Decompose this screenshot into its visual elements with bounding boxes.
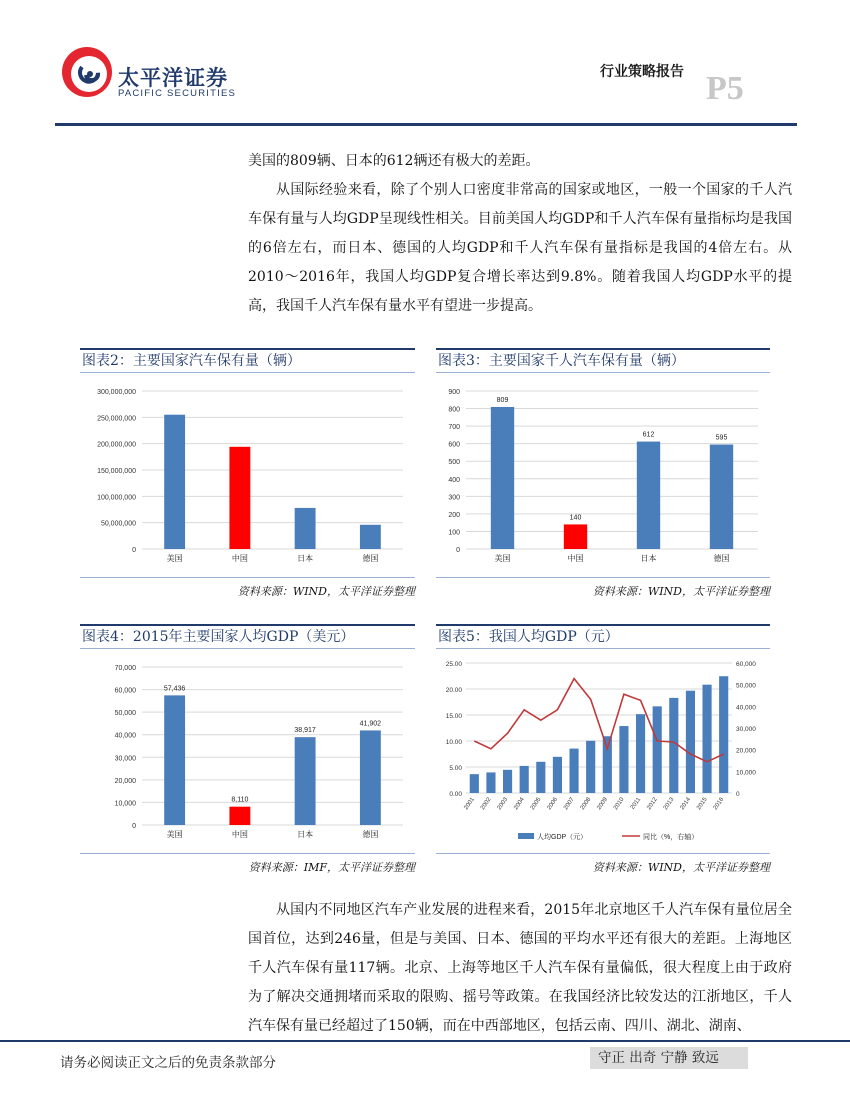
- x-tick-label: 2004: [513, 796, 526, 812]
- x-tick-label: 日本: [640, 554, 657, 563]
- bar-中国: [564, 524, 587, 549]
- legend-label-gdp: 人均GDP（元）: [537, 834, 588, 841]
- y-left-tick-label: 20.00: [445, 687, 462, 694]
- x-tick-label: 2003: [496, 796, 510, 812]
- bar-德国: [360, 730, 381, 825]
- report-type: 行业策略报告: [600, 64, 684, 80]
- motto-text: 守正 出奇 宁静 致远: [590, 1047, 748, 1069]
- y-tick-label: 300: [448, 494, 460, 502]
- bar-日本: [295, 737, 316, 825]
- y-tick-label: 70,000: [114, 665, 136, 672]
- x-tick-label: 德国: [713, 554, 730, 563]
- y-tick-label: 800: [448, 406, 460, 414]
- y-tick-label: 0: [132, 823, 136, 830]
- y-tick-label: 200,000,000: [97, 441, 136, 449]
- legend-swatch-gdp: [518, 833, 534, 839]
- y-right-tick-label: 30,000: [736, 726, 756, 733]
- bar-美国: [491, 407, 514, 549]
- figure-5-title: 图表5：我国人均GDP（元）: [438, 629, 619, 645]
- figure-3-source: 资料来源：WIND，太平洋证券整理: [592, 585, 770, 598]
- x-tick-label: 2015: [696, 796, 709, 812]
- bar-2004: [520, 766, 529, 793]
- y-tick-label: 500: [448, 459, 460, 467]
- x-tick-label: 2007: [563, 796, 576, 812]
- x-tick-label: 日本: [297, 554, 314, 563]
- company-logo-icon: [60, 45, 114, 99]
- y-tick-label: 50,000,000: [100, 520, 136, 528]
- data-label: 57,436: [163, 685, 186, 693]
- x-tick-label: 2002: [479, 796, 493, 812]
- x-tick-label: 美国: [166, 554, 183, 563]
- x-tick-label: 2014: [679, 796, 693, 812]
- y-tick-label: 400: [448, 476, 460, 484]
- bar-2015: [702, 685, 711, 793]
- figure-5: [436, 624, 770, 875]
- y-tick-label: 10,000: [114, 800, 136, 808]
- bar-2013: [669, 698, 678, 793]
- y-tick-label: 700: [448, 424, 460, 432]
- y-tick-label: 100,000,000: [97, 494, 136, 502]
- footer-rule: [0, 1040, 850, 1042]
- bar-2014: [686, 691, 695, 793]
- company-name-en: PACIFIC SECURITIES: [118, 88, 237, 99]
- x-tick-label: 2010: [612, 796, 626, 812]
- figure-4-chart: [80, 649, 415, 849]
- bar-2008: [586, 741, 595, 793]
- paragraph-2: 从国际经验来看，除了个别人口密度非常高的国家或地区，一般一个国家的千人汽车保有量与人均GDP呈现线性相关。目前美国人均GDP和千人汽车保有量指标均是我国的6倍左右，而日本、德国的人均GDP和千人汽车保有量指标是我国的4倍左右。从2010～2016年，我国人均GDP复合增长率达到9.8%。随着我国人均GDP水平的提高，我国千人汽车保有量水平有望进一步提高。: [248, 182, 792, 314]
- legend-label-growth: 同比（%，右轴）: [643, 834, 699, 841]
- y-tick-label: 40,000: [114, 732, 136, 740]
- x-tick-label: 2001: [463, 796, 476, 812]
- y-right-tick-label: 0: [736, 791, 740, 798]
- x-tick-label: 日本: [297, 830, 314, 839]
- figure-5-source: 资料来源：WIND，太平洋证券整理: [592, 861, 770, 874]
- y-tick-label: 250,000,000: [97, 415, 136, 423]
- company-name-cn: 太平洋证券: [118, 66, 228, 90]
- bar-美国: [164, 695, 185, 825]
- data-label: 140: [569, 514, 582, 522]
- y-right-tick-label: 40,000: [736, 704, 756, 712]
- y-left-tick-label: 25.00: [445, 661, 462, 668]
- x-tick-label: 美国: [494, 554, 511, 563]
- bar-日本: [295, 508, 316, 549]
- header-rule: [55, 123, 797, 126]
- bar-2001: [470, 774, 479, 793]
- data-label: 41,902: [359, 720, 382, 728]
- bar-2011: [636, 714, 645, 793]
- bar-美国: [164, 415, 185, 549]
- figure-3-chart: [436, 373, 770, 573]
- y-tick-label: 300,000,000: [97, 389, 136, 396]
- data-label: 595: [715, 434, 728, 442]
- y-tick-label: 200: [448, 511, 460, 519]
- bar-2007: [569, 749, 578, 793]
- figure-5-chart: [436, 649, 770, 849]
- figure-2-source: 资料来源：WIND，太平洋证券整理: [237, 585, 415, 598]
- bar-2009: [603, 736, 612, 793]
- figure-2-chart: [80, 373, 415, 573]
- bar-德国: [360, 525, 381, 549]
- y-tick-label: 150,000,000: [97, 468, 136, 475]
- paragraph-1: 美国的809辆、日本的612辆还有极大的差距。: [248, 153, 540, 169]
- data-label: 612: [642, 431, 655, 439]
- x-tick-label: 2009: [596, 796, 609, 812]
- y-right-tick-label: 10,000: [736, 769, 756, 777]
- x-tick-label: 2012: [646, 796, 659, 812]
- x-tick-label: 中国: [231, 830, 248, 839]
- data-label: 8,110: [231, 796, 249, 804]
- x-tick-label: 德国: [362, 554, 379, 563]
- x-tick-label: 2011: [629, 796, 643, 811]
- x-tick-label: 中国: [231, 554, 248, 563]
- y-left-tick-label: 10.00: [445, 739, 462, 746]
- x-tick-label: 2013: [662, 796, 676, 812]
- bar-2010: [619, 726, 628, 793]
- figure-3-title: 图表3：主要国家千人汽车保有量（辆）: [438, 353, 685, 369]
- x-tick-label: 2008: [579, 796, 593, 812]
- figure-4: [80, 624, 415, 875]
- y-tick-label: 30,000: [114, 755, 136, 763]
- data-label: 809: [496, 396, 509, 404]
- y-tick-label: 20,000: [114, 777, 136, 785]
- bar-中国: [229, 807, 250, 825]
- bar-2006: [553, 757, 562, 793]
- y-right-tick-label: 20,000: [736, 747, 756, 755]
- figure-2: [80, 348, 415, 599]
- x-tick-label: 2005: [529, 796, 543, 812]
- y-tick-label: 60,000: [114, 687, 136, 695]
- y-tick-label: 50,000: [114, 710, 136, 718]
- y-right-tick-label: 50,000: [736, 682, 756, 690]
- bar-德国: [710, 445, 733, 549]
- bar-日本: [637, 442, 660, 549]
- disclaimer-text: 请务必阅读正文之后的免责条款部分: [60, 1055, 276, 1071]
- y-tick-label: 900: [448, 389, 460, 396]
- paragraph-3: 从国内不同地区汽车产业发展的进程来看，2015年北京地区千人汽车保有量位居全国首位，达到246量，但是与美国、日本、德国的平均水平还有很大的差距。上海地区千人汽车保有量117辆。北京、上海等地区千人汽车保有量偏低，很大程度上由于政府为了解决交通拥堵而采取的限购、摇号等政策。在我国经济比较发达的江浙地区，千人汽车保有量已经超过了150辆，而在中西部地区，包括云南、四川、湖北、湖南、: [248, 902, 792, 1034]
- y-tick-label: 0: [132, 547, 136, 554]
- y-left-tick-label: 5.00: [449, 765, 462, 772]
- bar-中国: [229, 447, 250, 549]
- figure-3: [436, 348, 770, 599]
- y-right-tick-label: 60,000: [736, 661, 756, 668]
- bar-2012: [653, 706, 662, 793]
- x-tick-label: 美国: [166, 830, 183, 839]
- bar-2016: [719, 676, 728, 793]
- bar-2005: [536, 762, 545, 793]
- y-left-tick-label: 15.00: [445, 713, 462, 720]
- y-tick-label: 0: [456, 547, 460, 554]
- x-tick-label: 中国: [567, 554, 584, 563]
- figure-4-title: 图表4：2015年主要国家人均GDP（美元）: [82, 629, 355, 645]
- x-tick-label: 德国: [362, 830, 379, 839]
- data-label: 38,917: [294, 727, 316, 735]
- y-left-tick-label: 0.00: [449, 791, 462, 798]
- x-tick-label: 2016: [712, 796, 726, 812]
- figure-4-source: 资料来源：IMF，太平洋证券整理: [248, 861, 415, 874]
- bar-2003: [503, 770, 512, 793]
- bar-2002: [486, 772, 495, 793]
- page-number: P5: [706, 70, 744, 107]
- x-tick-label: 2006: [546, 796, 560, 812]
- y-tick-label: 600: [448, 441, 460, 449]
- y-tick-label: 100: [448, 529, 460, 537]
- figure-2-title: 图表2：主要国家汽车保有量（辆）: [82, 353, 301, 369]
